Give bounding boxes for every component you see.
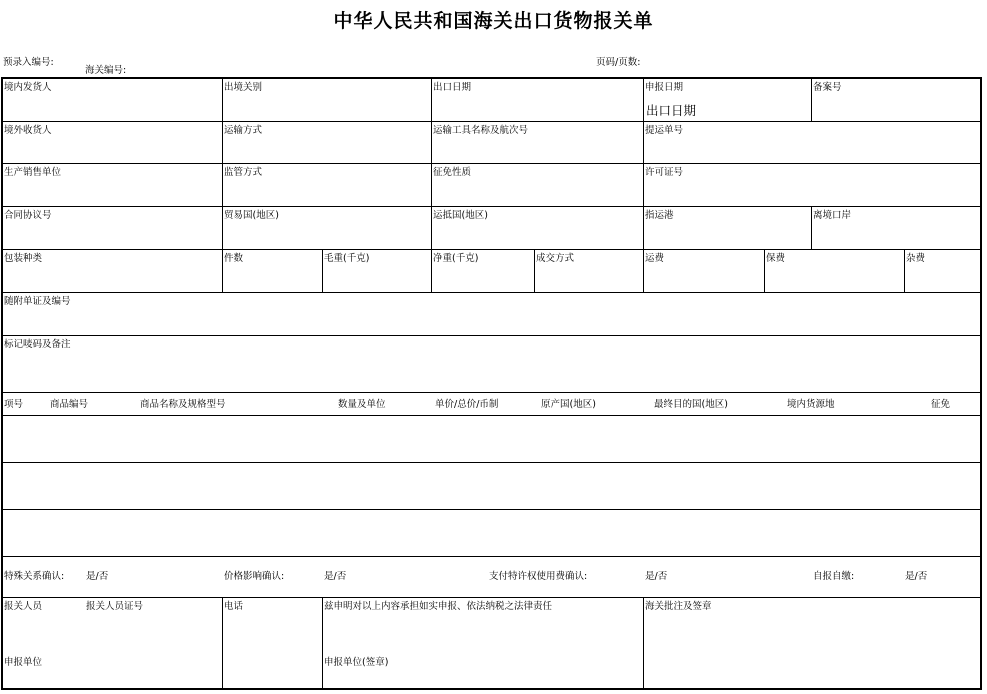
page-count-label: 页码/页数: [596,57,641,68]
exit-customs-label: 出境关别 [224,82,263,93]
port-of-destination-label: 指运港 [645,210,674,221]
row-divider [2,206,982,207]
package-type-label: 包装种类 [4,253,43,264]
domestic-consignor-label: 境内发货人 [4,82,52,93]
col-divider [431,78,432,121]
declarant-cert-label: 报关人员证号 [86,601,144,612]
declaration-statement: 兹申明对以上内容承担如实申报、依法纳税之法律责任 [324,601,553,612]
pre-entry-no-label: 预录入编号: [3,57,54,68]
exemption-header: 征免 [931,399,951,410]
col-divider [904,249,905,292]
bill-of-lading-label: 提运单号 [645,125,684,136]
col-divider [431,163,432,206]
row-divider [2,335,982,336]
pieces-label: 件数 [224,253,244,264]
origin-country-header: 原产国(地区) [541,399,596,410]
special-relation-value[interactable]: 是/否 [86,571,109,582]
col-divider [322,249,323,292]
exemption-nature-label: 征免性质 [433,167,472,178]
row-divider [2,415,982,416]
export-date-label: 出口日期 [433,82,472,93]
row-divider [2,509,982,510]
col-divider [222,78,223,121]
misc-fee-label: 杂费 [906,253,926,264]
attached-docs-label: 随附单证及编号 [4,296,71,307]
marks-remarks-label: 标记唛码及备注 [4,339,71,350]
overseas-consignee-label: 境外收货人 [4,125,52,136]
col-divider [643,597,644,689]
royalty-label: 支付特许权使用费确认: [489,571,588,582]
col-divider [222,206,223,249]
declaring-unit-seal-label: 申报单位(签章) [324,657,389,668]
transaction-mode-label: 成交方式 [536,253,575,264]
price-influence-value[interactable]: 是/否 [324,571,347,582]
declare-date-label: 申报日期 [645,82,684,93]
col-divider [222,597,223,689]
insurance-label: 保费 [766,253,786,264]
phone-label: 电话 [224,601,244,612]
goods-name-spec-header: 商品名称及规格型号 [140,399,226,410]
col-divider [222,249,223,292]
row-divider [2,292,982,293]
contract-no-label: 合同协议号 [4,210,52,221]
destination-country-label: 运抵国(地区) [433,210,488,221]
row-divider [2,462,982,463]
self-report-value[interactable]: 是/否 [905,571,928,582]
record-no-label: 备案号 [813,82,842,93]
col-divider [222,163,223,206]
col-divider [643,206,644,249]
col-divider [431,249,432,292]
domestic-source-header: 境内货源地 [787,399,835,410]
form-title: 中华人民共和国海关出口货物报关单 [333,10,654,32]
quantity-unit-header: 数量及单位 [338,399,386,410]
declare-date-value[interactable]: 出口日期 [646,103,697,118]
col-divider [643,78,644,121]
col-divider [643,121,644,163]
price-influence-label: 价格影响确认: [224,571,285,582]
supervision-mode-label: 监管方式 [224,167,263,178]
col-divider [811,206,812,249]
col-divider [222,121,223,163]
col-divider [322,597,323,689]
royalty-value[interactable]: 是/否 [645,571,668,582]
declaring-unit-label: 申报单位 [4,657,43,668]
row-divider [2,163,982,164]
net-weight-label: 净重(千克) [433,253,479,264]
row-divider [2,556,982,557]
customs-no-label: 海关编号: [85,65,127,76]
customs-approval-label: 海关批注及签章 [645,601,712,612]
price-currency-header: 单价/总价/币制 [435,399,499,410]
declarant-label: 报关人员 [4,601,43,612]
row-divider [2,249,982,250]
producer-seller-label: 生产销售单位 [4,167,62,178]
transport-mode-label: 运输方式 [224,125,263,136]
trade-country-label: 贸易国(地区) [224,210,279,221]
col-divider [811,78,812,121]
row-divider [2,121,982,122]
transport-name-label: 运输工具名称及航次号 [433,125,529,136]
col-divider [764,249,765,292]
row-divider [2,597,982,598]
freight-label: 运费 [645,253,665,264]
row-divider [2,392,982,393]
self-report-label: 自报自缴: [813,571,855,582]
goods-code-header: 商品编号 [50,399,89,410]
col-divider [643,249,644,292]
col-divider [534,249,535,292]
license-no-label: 许可证号 [645,167,684,178]
exit-port-label: 离境口岸 [813,210,852,221]
final-destination-header: 最终目的国(地区) [654,399,728,410]
col-divider [431,121,432,163]
col-divider [431,206,432,249]
goods-item-no-header: 项号 [4,399,24,410]
form-frame [1,77,982,690]
gross-weight-label: 毛重(千克) [324,253,370,264]
col-divider [643,163,644,206]
special-relation-label: 特殊关系确认: [4,571,65,582]
